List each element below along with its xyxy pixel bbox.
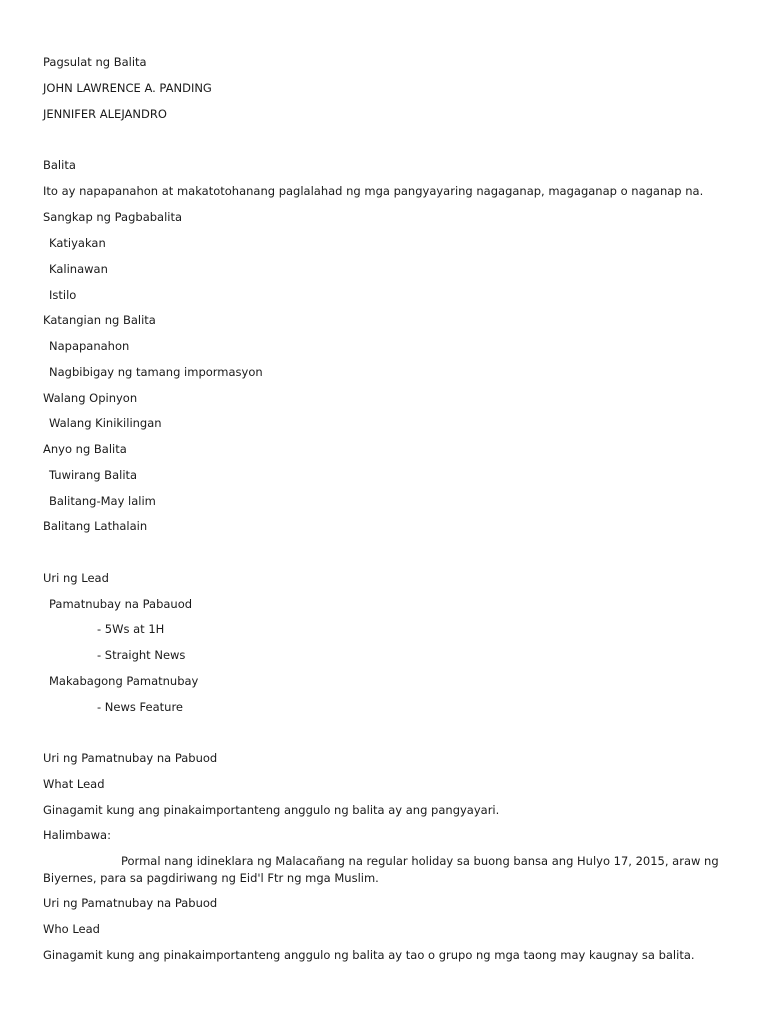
example-text: Pormal nang idineklara ng Malacañang na regular holiday sa buong bansa ang Hulyo 17, 2015, araw ng Biyernes, para sa pagdiriwang ng Eid'l Ftr ng mga Muslim.	[43, 854, 719, 885]
list-item: Kalinawan	[49, 262, 108, 276]
sub-list-item: - Straight News	[97, 648, 186, 662]
section-heading-uri-pamatnubay: Uri ng Pamatnubay na Pabuod	[43, 751, 218, 765]
list-item: Tuwirang Balita	[49, 468, 138, 482]
section-heading-uri-pamatnubay: Uri ng Pamatnubay na Pabuod	[43, 896, 218, 910]
list-item: Nagbibigay ng tamang impormasyon	[49, 365, 263, 379]
author-name: JENNIFER ALEJANDRO	[43, 107, 167, 121]
list-item: Makabagong Pamatnubay	[49, 674, 199, 688]
author-name: JOHN LAWRENCE A. PANDING	[43, 81, 212, 95]
list-item: Walang Kinikilingan	[49, 416, 162, 430]
balita-definition: Ito ay napapanahon at makatotohanang paglalahad ng mga pangyayaring nagaganap, magaganap o naganap na.	[43, 184, 704, 198]
section-heading-balita: Balita	[43, 158, 76, 172]
section-heading-sangkap: Sangkap ng Pagbabalita	[43, 210, 183, 224]
list-item: Pamatnubay na Pabauod	[49, 597, 193, 611]
lead-definition: Ginagamit kung ang pinakaimportanteng anggulo ng balita ay ang pangyayari.	[43, 803, 500, 817]
sub-list-item: - 5Ws at 1H	[97, 622, 165, 636]
section-heading-katangian: Katangian ng Balita	[43, 313, 156, 327]
list-item: Napapanahon	[49, 339, 130, 353]
example-paragraph	[43, 853, 743, 887]
text-line: Balitang Lathalain	[43, 519, 148, 533]
document-title: Pagsulat ng Balita	[43, 55, 147, 69]
text-line: Walang Opinyon	[43, 391, 138, 405]
list-item: Balitang-May lalim	[49, 494, 156, 508]
sub-list-item: - News Feature	[97, 700, 183, 714]
list-item: Istilo	[49, 288, 77, 302]
lead-type-heading: Who Lead	[43, 922, 100, 936]
lead-definition: Ginagamit kung ang pinakaimportanteng anggulo ng balita ay tao o grupo ng mga taong may kaugnay sa balita.	[43, 948, 695, 962]
section-heading-anyo: Anyo ng Balita	[43, 442, 127, 456]
list-item: Katiyakan	[49, 236, 106, 250]
example-label: Halimbawa:	[43, 828, 111, 842]
lead-type-heading: What Lead	[43, 777, 105, 791]
section-heading-uri-lead: Uri ng Lead	[43, 571, 109, 585]
